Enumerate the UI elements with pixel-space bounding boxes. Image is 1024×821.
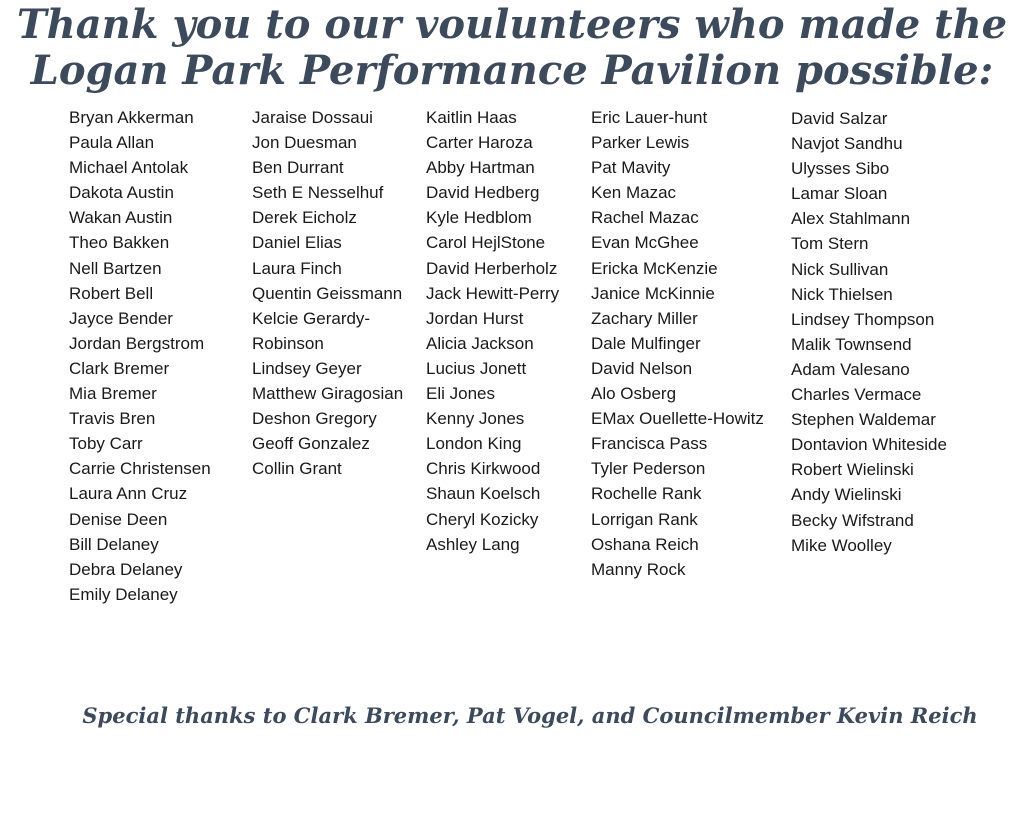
volunteer-name: Laura Ann Cruz — [69, 484, 188, 504]
volunteer-name: Bill Delaney — [69, 534, 159, 554]
title-line-1: Thank you to our voulunteers who made the — [16, 1, 1008, 48]
volunteer-name: Nell Bartzen — [69, 258, 162, 278]
volunteer-name: Theo Bakken — [69, 233, 170, 253]
volunteer-name: Tyler Pederson — [591, 459, 706, 479]
volunteer-name: Geoff Gonzalez — [252, 434, 370, 454]
volunteer-name: David Salzar — [791, 109, 888, 128]
volunteer-name: Matthew Giragosian — [252, 384, 404, 404]
volunteer-name: Bryan Akkerman — [69, 108, 194, 127]
volunteer-name: Lucius Jonett — [426, 358, 527, 378]
volunteer-column-5 — [791, 106, 947, 558]
volunteer-name: Dale Mulfinger — [591, 333, 701, 353]
volunteer-name: Lindsey Thompson — [791, 309, 935, 329]
volunteer-name: Charles Vermace — [791, 385, 922, 405]
volunteer-name: Carrie Christensen — [69, 459, 211, 479]
special-thanks: Special thanks to Clark Bremer, Pat Vogel, and Councilmember Kevin Reich — [82, 703, 978, 728]
volunteer-name: Jordan Hurst — [426, 308, 524, 328]
volunteer-name: Ken Mazac — [591, 183, 677, 203]
volunteer-name: EMax Ouellette-Howitz — [591, 409, 764, 429]
volunteer-name: Ulysses Sibo — [791, 159, 890, 179]
volunteer-name: Michael Antolak — [69, 158, 189, 178]
volunteer-name: Mia Bremer — [69, 384, 157, 404]
volunteer-name: Jaraise Dossaui — [252, 108, 373, 127]
volunteer-name: Jayce Bender — [69, 308, 173, 328]
page-title — [0, 0, 1024, 94]
volunteer-name: Pat Mavity — [591, 158, 671, 178]
volunteer-name: Clark Bremer — [69, 358, 170, 378]
volunteer-column-4 — [591, 105, 764, 582]
volunteer-name: Zachary Miller — [591, 308, 698, 328]
volunteer-name: Jack Hewitt-Perry — [426, 283, 560, 303]
volunteer-name: Eric Lauer-hunt — [591, 108, 708, 127]
volunteer-name: Alo Osberg — [591, 384, 677, 404]
volunteer-column-3 — [426, 105, 559, 557]
volunteer-name: Lamar Sloan — [791, 184, 888, 204]
volunteer-name: Deshon Gregory — [252, 409, 377, 429]
volunteer-name: Jon Duesman — [252, 133, 357, 153]
volunteer-name: Carol HejlStone — [426, 233, 546, 253]
volunteer-name: David Herberholz — [426, 258, 558, 278]
volunteer-name: Wakan Austin — [69, 208, 173, 228]
volunteer-name: Manny Rock — [591, 559, 686, 579]
volunteer-name: Robert Wielinski — [791, 460, 914, 480]
volunteer-name: Abby Hartman — [426, 158, 535, 178]
volunteer-name: Seth E Nesselhuf — [252, 183, 384, 203]
volunteer-name: Emily Delaney — [69, 584, 178, 604]
volunteer-name: Evan McGhee — [591, 233, 699, 253]
volunteer-name: Malik Townsend — [791, 334, 912, 354]
volunteer-name: Rochelle Rank — [591, 484, 702, 504]
volunteer-name: Dontavion Whiteside — [791, 435, 947, 455]
title-line-2: Logan Park Performance Pavilion possible: — [30, 47, 994, 94]
volunteer-name: Alex Stahlmann — [791, 209, 911, 229]
volunteer-name: Cheryl Kozicky — [426, 509, 539, 529]
volunteer-name: Nick Sullivan — [791, 259, 889, 279]
volunteer-name: Debra Delaney — [69, 559, 183, 579]
volunteer-name: Laura Finch — [252, 258, 342, 278]
volunteer-column-1 — [69, 105, 211, 607]
volunteer-name: Mike Woolley — [791, 535, 892, 555]
volunteer-name: Carter Haroza — [426, 133, 533, 153]
volunteer-name: Robinson — [252, 333, 324, 353]
volunteer-name: Becky Wifstrand — [791, 510, 914, 530]
volunteer-name: Eli Jones — [426, 384, 495, 404]
volunteer-name: Lindsey Geyer — [252, 358, 362, 378]
volunteer-name: Travis Bren — [69, 409, 156, 429]
volunteer-name: Kelcie Gerardy- — [252, 308, 371, 328]
volunteer-name: Parker Lewis — [591, 133, 690, 153]
volunteer-name: Kaitlin Haas — [426, 108, 517, 127]
volunteer-name: David Hedberg — [426, 183, 540, 203]
volunteer-name: Alicia Jackson — [426, 333, 534, 353]
volunteer-column-2 — [252, 105, 403, 481]
volunteer-name: Nick Thielsen — [791, 284, 893, 304]
volunteer-name: Jordan Bergstrom — [69, 333, 205, 353]
volunteer-name: Kenny Jones — [426, 409, 525, 429]
volunteer-name: Kyle Hedblom — [426, 208, 532, 228]
volunteer-name: Paula Allan — [69, 133, 155, 153]
volunteer-name: Rachel Mazac — [591, 208, 699, 228]
volunteer-name: Stephen Waldemar — [791, 410, 936, 430]
volunteer-name: Robert Bell — [69, 283, 154, 303]
volunteer-name: Tom Stern — [791, 234, 869, 254]
volunteer-name: David Nelson — [591, 358, 693, 378]
volunteer-name: London King — [426, 434, 522, 454]
volunteer-name: Collin Grant — [252, 459, 342, 479]
volunteer-name: Quentin Geissmann — [252, 283, 403, 303]
volunteer-name: Ericka McKenzie — [591, 258, 718, 278]
volunteer-name: Daniel Elias — [252, 233, 342, 253]
volunteer-name: Toby Carr — [69, 434, 143, 454]
volunteer-name: Chris Kirkwood — [426, 459, 541, 479]
volunteer-name: Oshana Reich — [591, 534, 699, 554]
volunteer-name: Ashley Lang — [426, 534, 520, 554]
volunteer-name: Ben Durrant — [252, 158, 344, 178]
volunteer-name: Dakota Austin — [69, 183, 174, 203]
volunteer-name: Derek Eicholz — [252, 208, 357, 228]
volunteer-name: Andy Wielinski — [791, 485, 902, 505]
volunteer-name: Adam Valesano — [791, 359, 910, 379]
volunteer-name: Navjot Sandhu — [791, 134, 903, 154]
volunteer-name: Janice McKinnie — [591, 283, 715, 303]
volunteer-name: Shaun Koelsch — [426, 484, 541, 504]
volunteer-name: Lorrigan Rank — [591, 509, 698, 529]
volunteer-name: Denise Deen — [69, 509, 168, 529]
volunteer-name: Francisca Pass — [591, 434, 708, 454]
